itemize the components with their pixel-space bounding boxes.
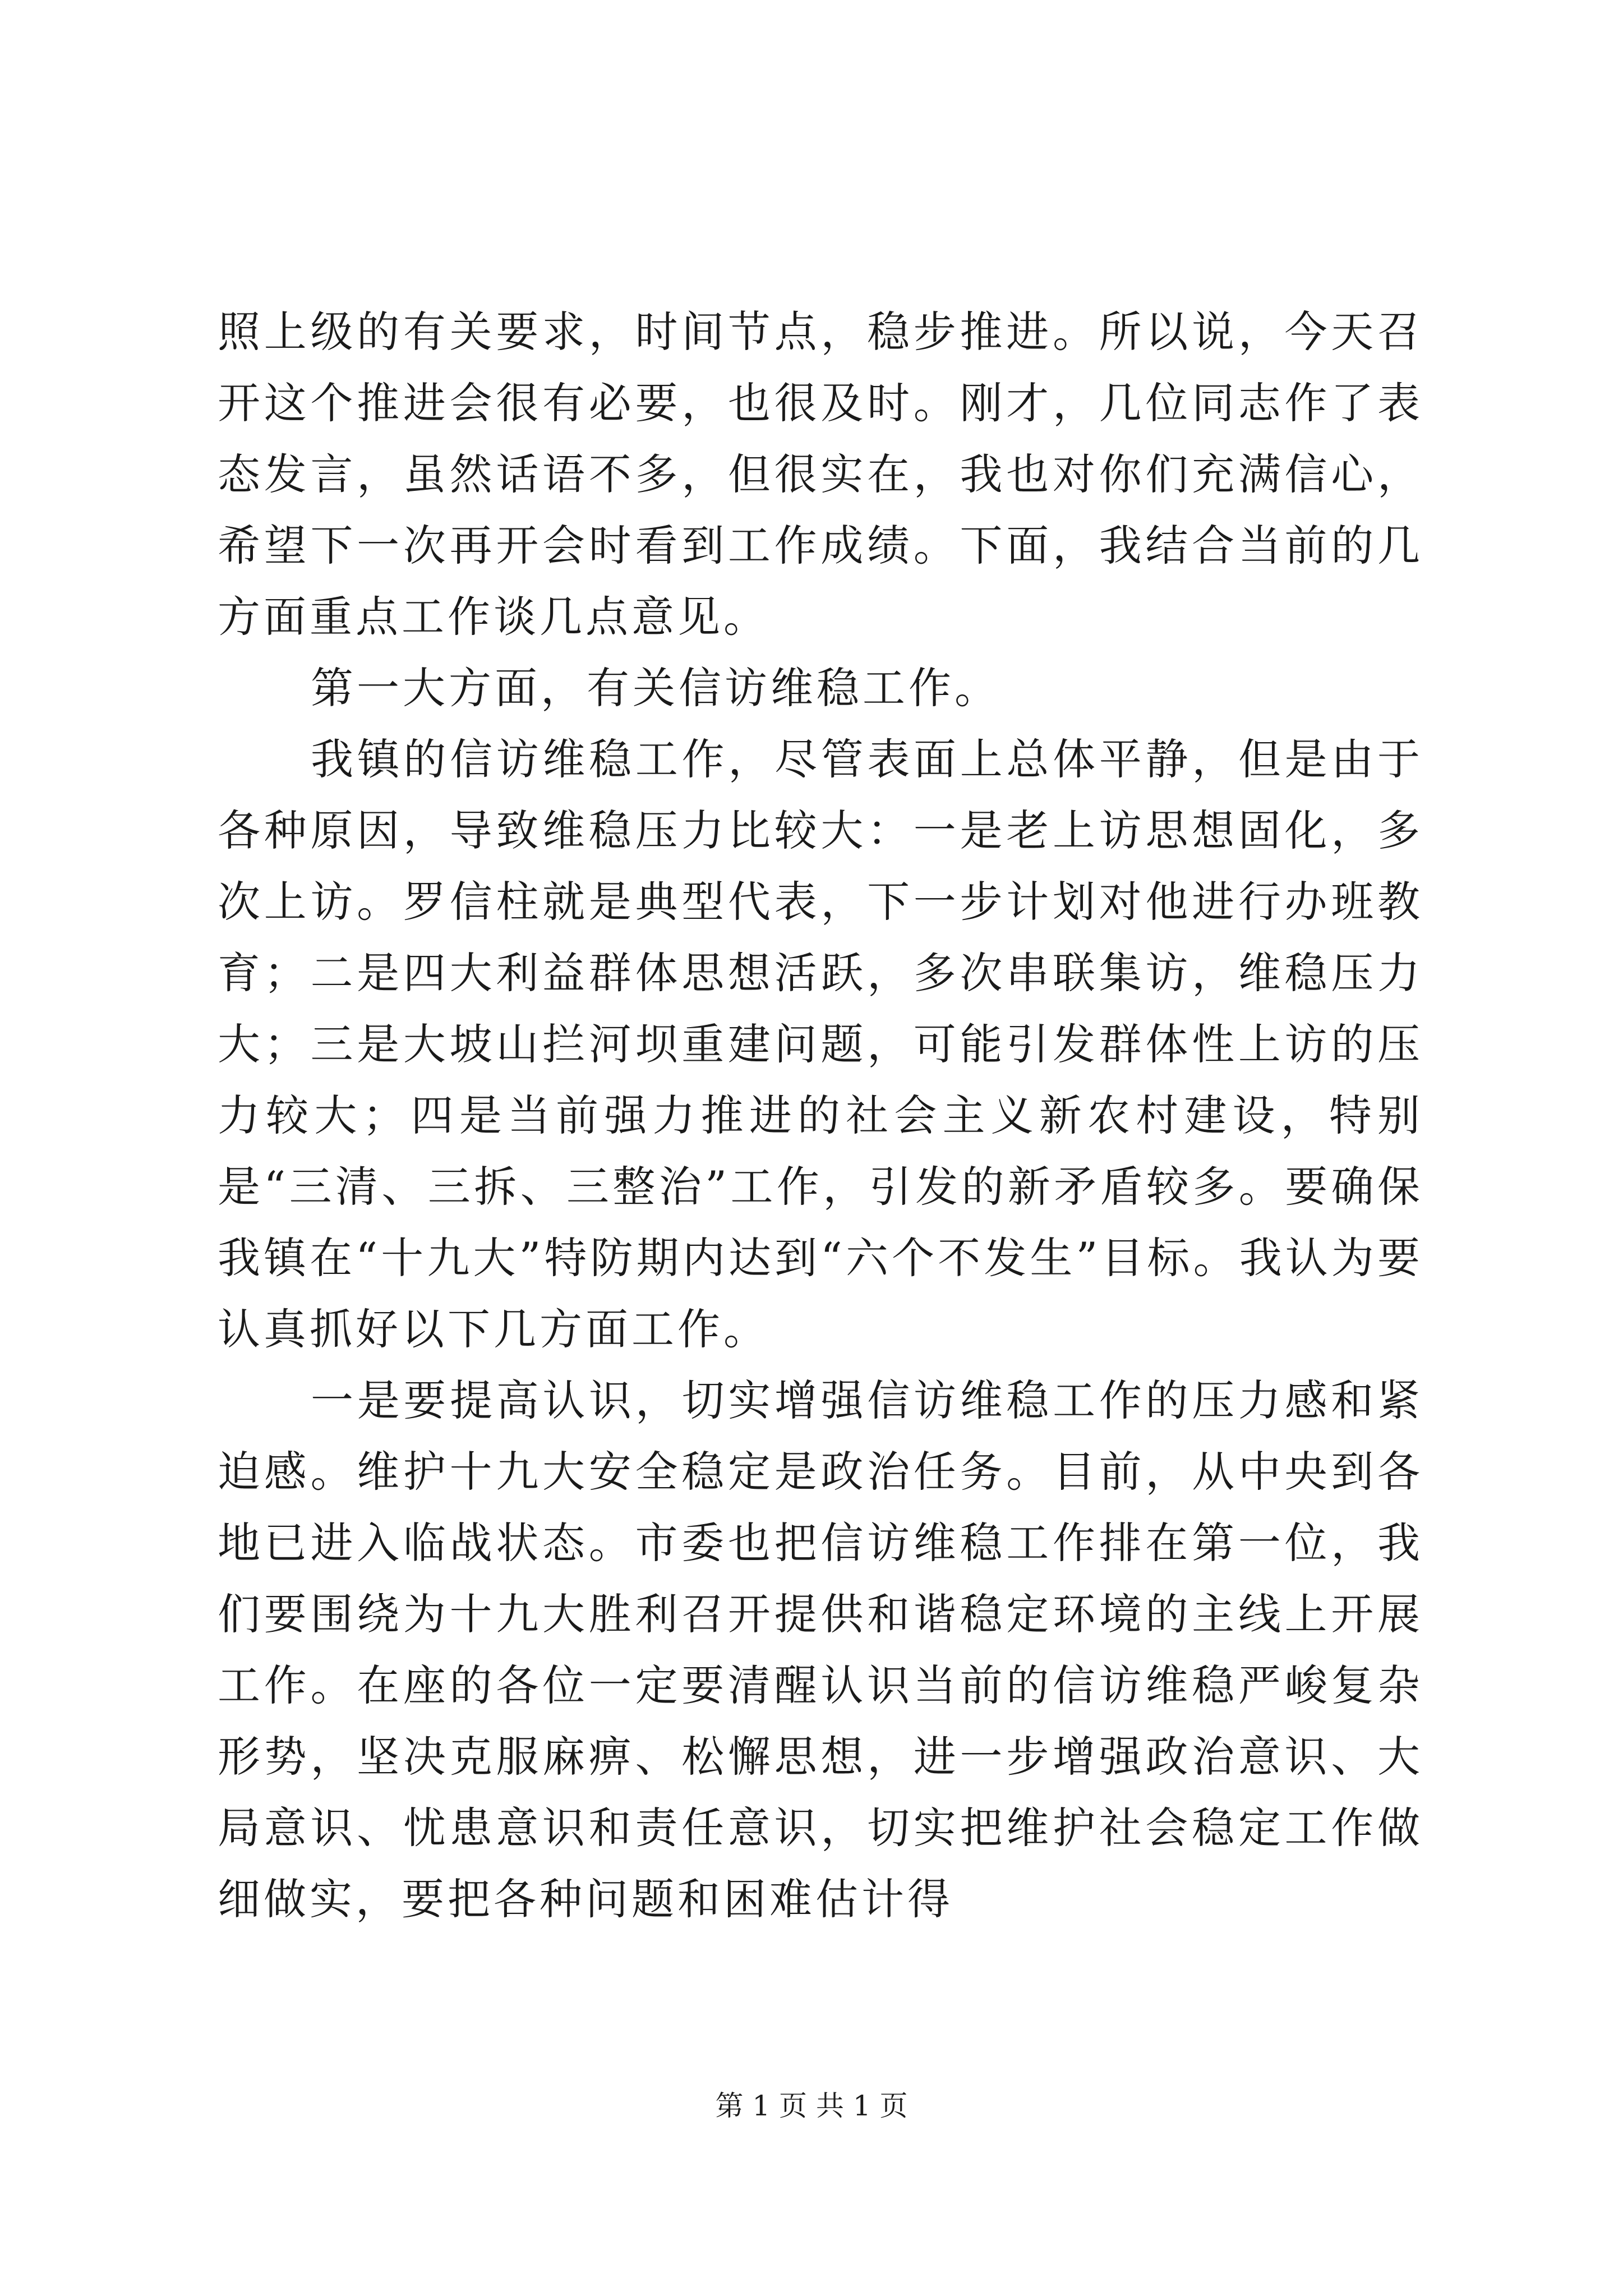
paragraph-3: 我镇的信访维稳工作，尽管表面上总体平静，但是由于各种原因，导致维稳压力比较大：一是老上访思想固化，多次上访。罗信柱就是典型代表，下一步计划对他进行办班教育；二是四大利益群体思想活跃，多次串联集访，维稳压力大；三是大坡山拦河坝重建问题，可能引发群体性上访的压力较大；四是当前强力推进的社会主义新农村建设，特别是“三清、三拆、三整治”工作，引发的新矛盾较多。要确保我镇在“十九大”特防期内达到“六个不发生”目标。我认为要认真抓好以下几方面工作。 [218, 734, 1423, 1354]
paragraph-4: 一是要提高认识，切实增强信访维稳工作的压力感和紧迫感。维护十九大安全稳定是政治任务。目前，从中央到各地已进入临战状态。市委也把信访维稳工作排在第一位，我们要围绕为十九大胜利召开提供和谐稳定环境的主线上开展工作。在座的各位一定要清醒认识当前的信访维稳严峻复杂形势，坚决克服麻痹、松懈思想，进一步增强政治意识、大局意识、忧患意识和责任意识，切实把维护社会稳定工作做细做实，要把各种问题和困难估计得 [218, 1375, 1423, 1924]
paragraph-2: 第一大方面，有关信访维稳工作。 [311, 663, 1000, 713]
page-number-footer: 第 1 页 共 1 页 [715, 2090, 908, 2122]
document-body [218, 296, 1423, 1935]
paragraph-1: 照上级的有关要求，时间节点，稳步推进。所以说，今天召开这个推进会很有必要，也很及时。刚才，几位同志作了表态发言，虽然话语不多，但很实在，我也对你们充满信心，希望下一次再开会时看到工作成绩。下面，我结合当前的几方面重点工作谈几点意见。 [218, 307, 1423, 642]
